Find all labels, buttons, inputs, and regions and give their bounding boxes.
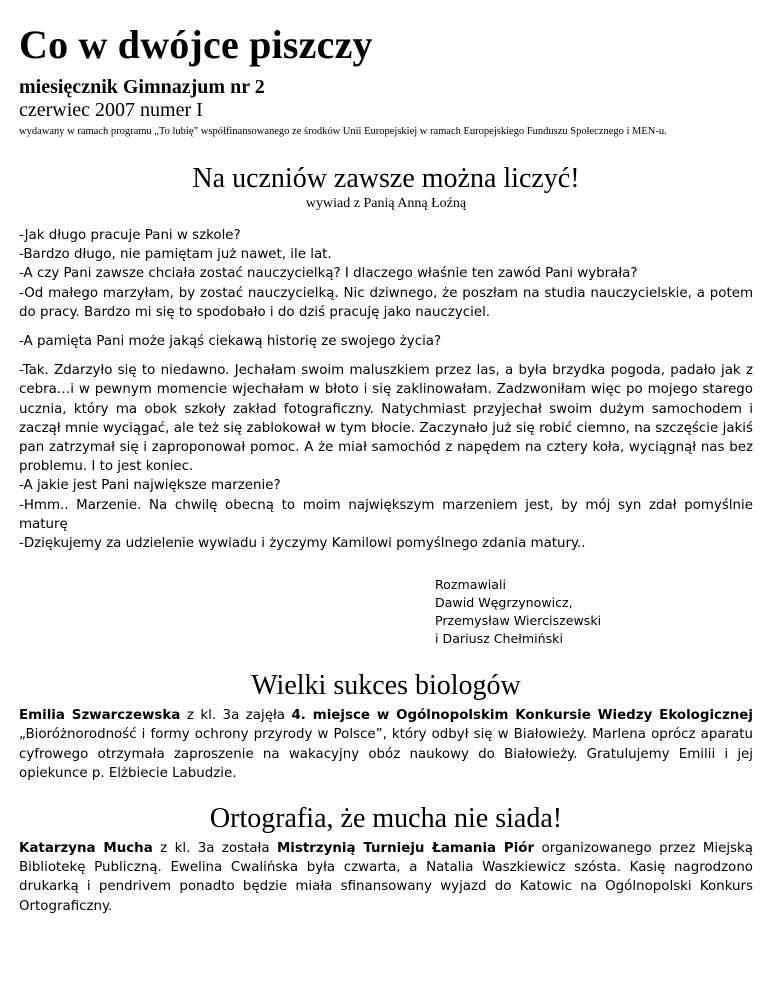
article1-subtitle: wywiad z Panią Anną Łoźną — [305, 196, 467, 211]
text-span: „Bioróżnorodność i formy ochrony przyrody w Polsce”, który odbył się w Białowieży. Marlena oprócz aparatu cyfrowego otrzymała zaproszenie na wakacyjny obóz naukowy do Białowieży. Gratulujemy Emilii i jej opiekunce p. Elżbiecie Labudzie. — [19, 727, 753, 781]
award-text: 4. miejsce w Ogólnopolskim Konkursie Wiedzy Ekologicznej — [291, 708, 753, 724]
interview-line: -A pamięta Pani może jakąś ciekawą historię ze swojego życia? — [19, 334, 442, 350]
article2-paragraph — [19, 706, 753, 783]
interview-line: -Od małego marzyłam, by zostać nauczycielką. Nic dziwnego, że poszłam na studia nauczycielskie, a potem do pracy. Bardzo mi się to spodobało i do dziś pracuję jako nauczyciel. — [19, 285, 753, 320]
signature-line: Rozmawiali — [435, 577, 506, 593]
interview-line: -A jakie jest Pani największe marzenie? — [19, 478, 281, 494]
signature-line: Dawid Węgrzynowicz, — [435, 595, 573, 611]
signature-line: Przemysław Wierciszewski — [435, 613, 602, 629]
text-span: organizowanego przez Miejską Bibliotekę Publiczną. Ewelina Cwalińska była czwarta, a Natalia Waszkiewicz szósta. Kasię nagrodzono drukarką i pendrivem ponadto będzie miała sfinansowany wyjazd do Katowic na Ogólnopolski Konkurs Ortograficzny. — [19, 841, 753, 914]
interview-line: -Bardzo długo, nie pamiętam już nawet, ile lat. — [19, 247, 332, 263]
newsletter-page — [19, 22, 753, 916]
article3-title: Ortografia, że mucha nie siada! — [209, 803, 563, 835]
article3-paragraph — [19, 839, 753, 916]
interview-line: -Dziękujemy za udzielenie wywiadu i życzymy Kamilowi pomyślnego zdania matury.. — [19, 536, 586, 552]
article2-title: Wielki sukces biologów — [251, 670, 521, 702]
issue-line: czerwiec 2007 numer I — [19, 99, 203, 121]
signature-line: i Dariusz Chełmiński — [435, 631, 563, 647]
text-span: z kl. 3a została — [152, 841, 277, 857]
student-name: Katarzyna Mucha — [19, 841, 153, 857]
newsletter-subtitle: miesięcznik Gimnazjum nr 2 — [19, 76, 265, 98]
funding-note: wydawany w ramach programu „To lubię” współfinansowanego ze środków Unii Europejskiej w ramach Europejskiego Funduszu Społecznego i MEN-u. — [19, 126, 667, 137]
award-text: Mistrzynią Turnieju Łamania Piór — [276, 841, 535, 857]
text-span: z kl. 3a zajęła — [180, 708, 292, 724]
student-name: Emilia Szwarczewska — [19, 708, 181, 724]
article1-body — [19, 226, 753, 553]
newsletter-title: Co w dwójce piszczy — [19, 22, 373, 67]
interview-line: -Tak. Zdarzyło się to niedawno. Jechałam swoim maluszkiem przez las, a była brzydka pogoda, padało jak z cebra…i w pewnym momencie wjechałam w błoto i się zaklinowałam. Zadzwoniłam więc po mojego starego ucznia, który ma obok szkoły zakład fotograficzny. Natychmiast przyjechał swoim dużym samochodem i zaczął mnie wyciągać, ale też się zablokował w tym błocie. Zaczynało już się robić ciemno, na szczęście jakiś pan zatrzymał się i zaproponował pomoc. A że miał samochód z napędem na cztery koła, wyciągnął nas bez problemu. I to jest koniec. — [19, 363, 753, 475]
article1-signature — [435, 576, 753, 648]
article2-body — [19, 706, 753, 783]
interview-line: -Jak długo pracuje Pani w szkole? — [19, 228, 241, 243]
article1-title: Na uczniów zawsze można liczyć! — [192, 163, 580, 194]
article3-body — [19, 839, 753, 916]
interview-line: -Hmm.. Marzenie. Na chwilę obecną to moim największym marzeniem jest, by mój syn zdał pomyślnie maturę — [19, 497, 753, 532]
interview-line: -A czy Pani zawsze chciała zostać nauczycielką? I dlaczego właśnie ten zawód Pani wybrała? — [19, 266, 638, 282]
